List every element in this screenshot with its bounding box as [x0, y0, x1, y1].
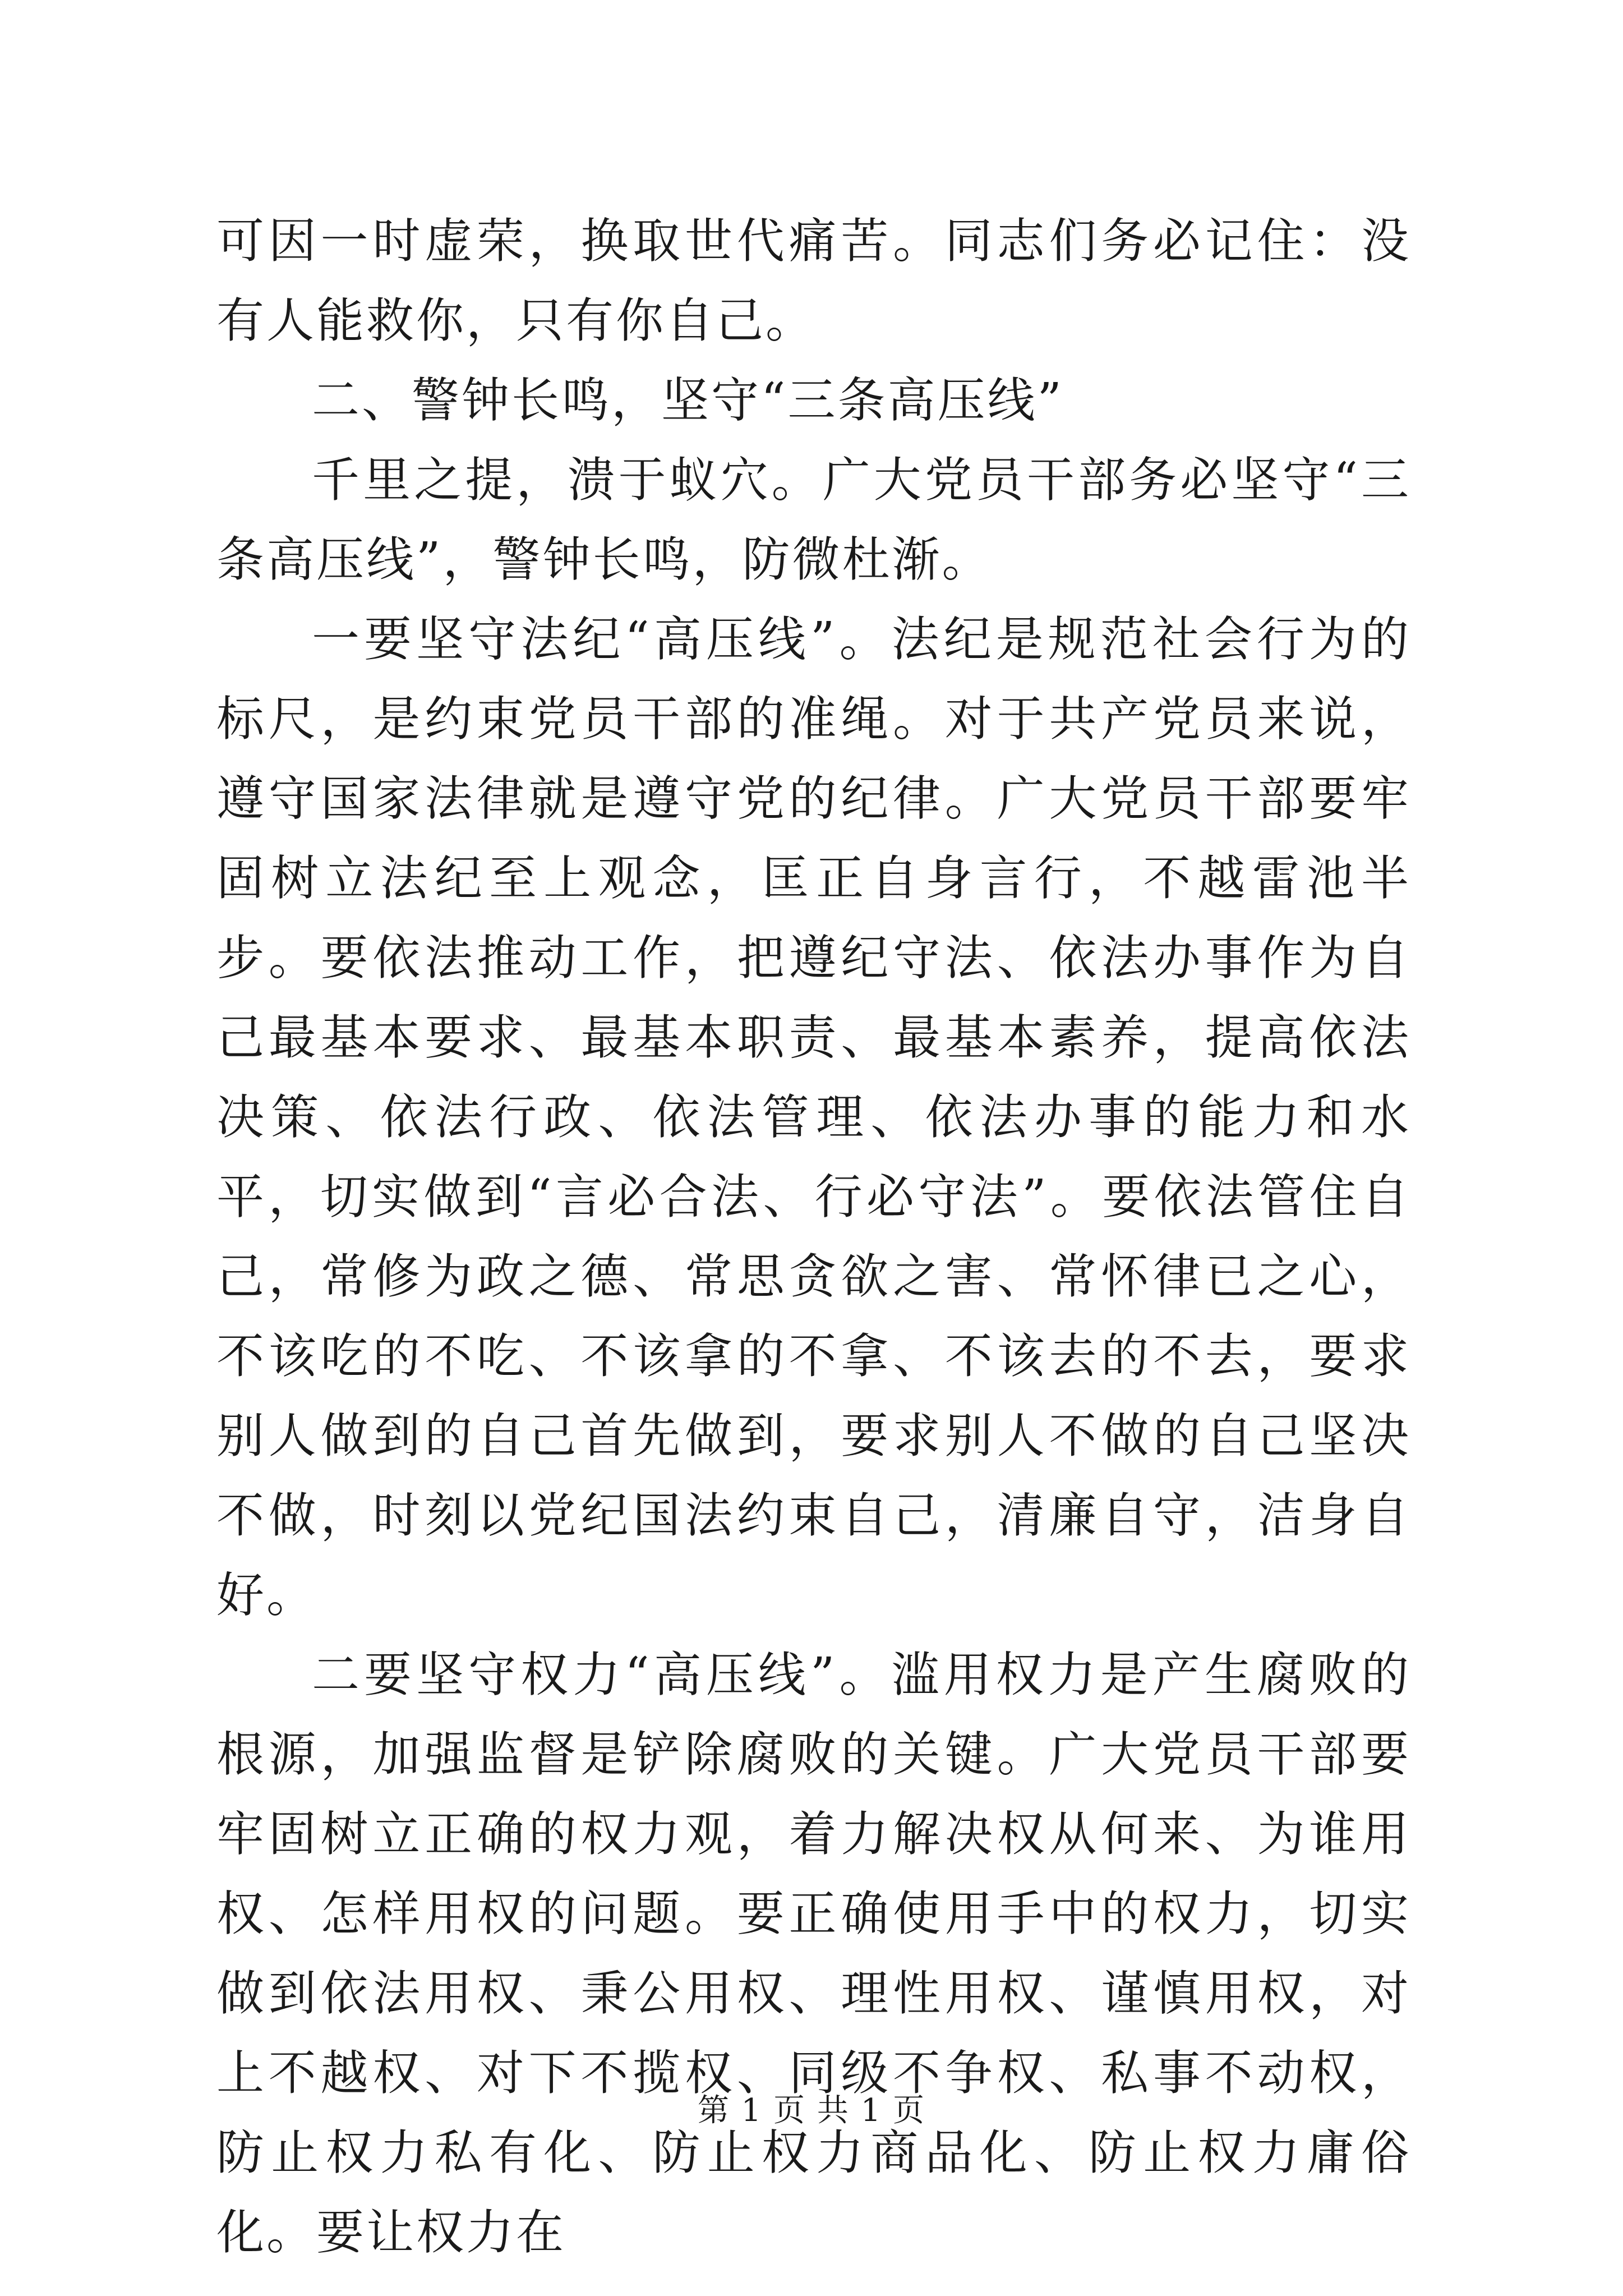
body-paragraph-2: 千里之提，溃于蚁穴。广大党员干部务必坚守“三条高压线”，警钟长鸣，防微杜渐。 — [216, 453, 1411, 588]
document-body — [216, 202, 1411, 2273]
body-paragraph-4: 二要坚守权力“高压线”。滥用权力是产生腐败的根源，加强监督是铲除腐败的关键。广大党员干部要牢固树立正确的权力观，着力解决权从何来、为谁用权、怎样用权的问题。要正确使用手中的权力，切实做到依法用权、秉公用权、理性用权、谨慎用权，对上不越权、对下不揽权、同级不争权、私事不动权，防止权力私有化、防止权力商品化、防止权力庸俗化。要让权力在 — [216, 1648, 1411, 2261]
page-footer: 第 1 页 共 1 页 — [697, 2092, 926, 2129]
body-paragraph-1: 可因一时虚荣，换取世代痛苦。同志们务必记住：没有人能救你，只有你自己。 — [216, 214, 1411, 349]
section-heading: 二、警钟长鸣，坚守“三条高压线” — [312, 373, 1064, 429]
body-paragraph-3: 一要坚守法纪“高压线”。法纪是规范社会行为的标尺，是约束党员干部的准绳。对于共产党员来说，遵守国家法律就是遵守党的纪律。广大党员干部要牢固树立法纪至上观念，匡正自身言行，不越雷池半步。要依法推动工作，把遵纪守法、依法办事作为自己最基本要求、最基本职责、最基本素养，提高依法决策、依法行政、依法管理、依法办事的能力和水平，切实做到“言必合法、行必守法”。要依法管住自己，常修为政之德、常思贪欲之害、常怀律已之心，不该吃的不吃、不该拿的不拿、不该去的不去，要求别人做到的自己首先做到，要求别人不做的自己坚决不做，时刻以党纪国法约束自己，清廉自守，洁身自好。 — [216, 612, 1411, 1623]
